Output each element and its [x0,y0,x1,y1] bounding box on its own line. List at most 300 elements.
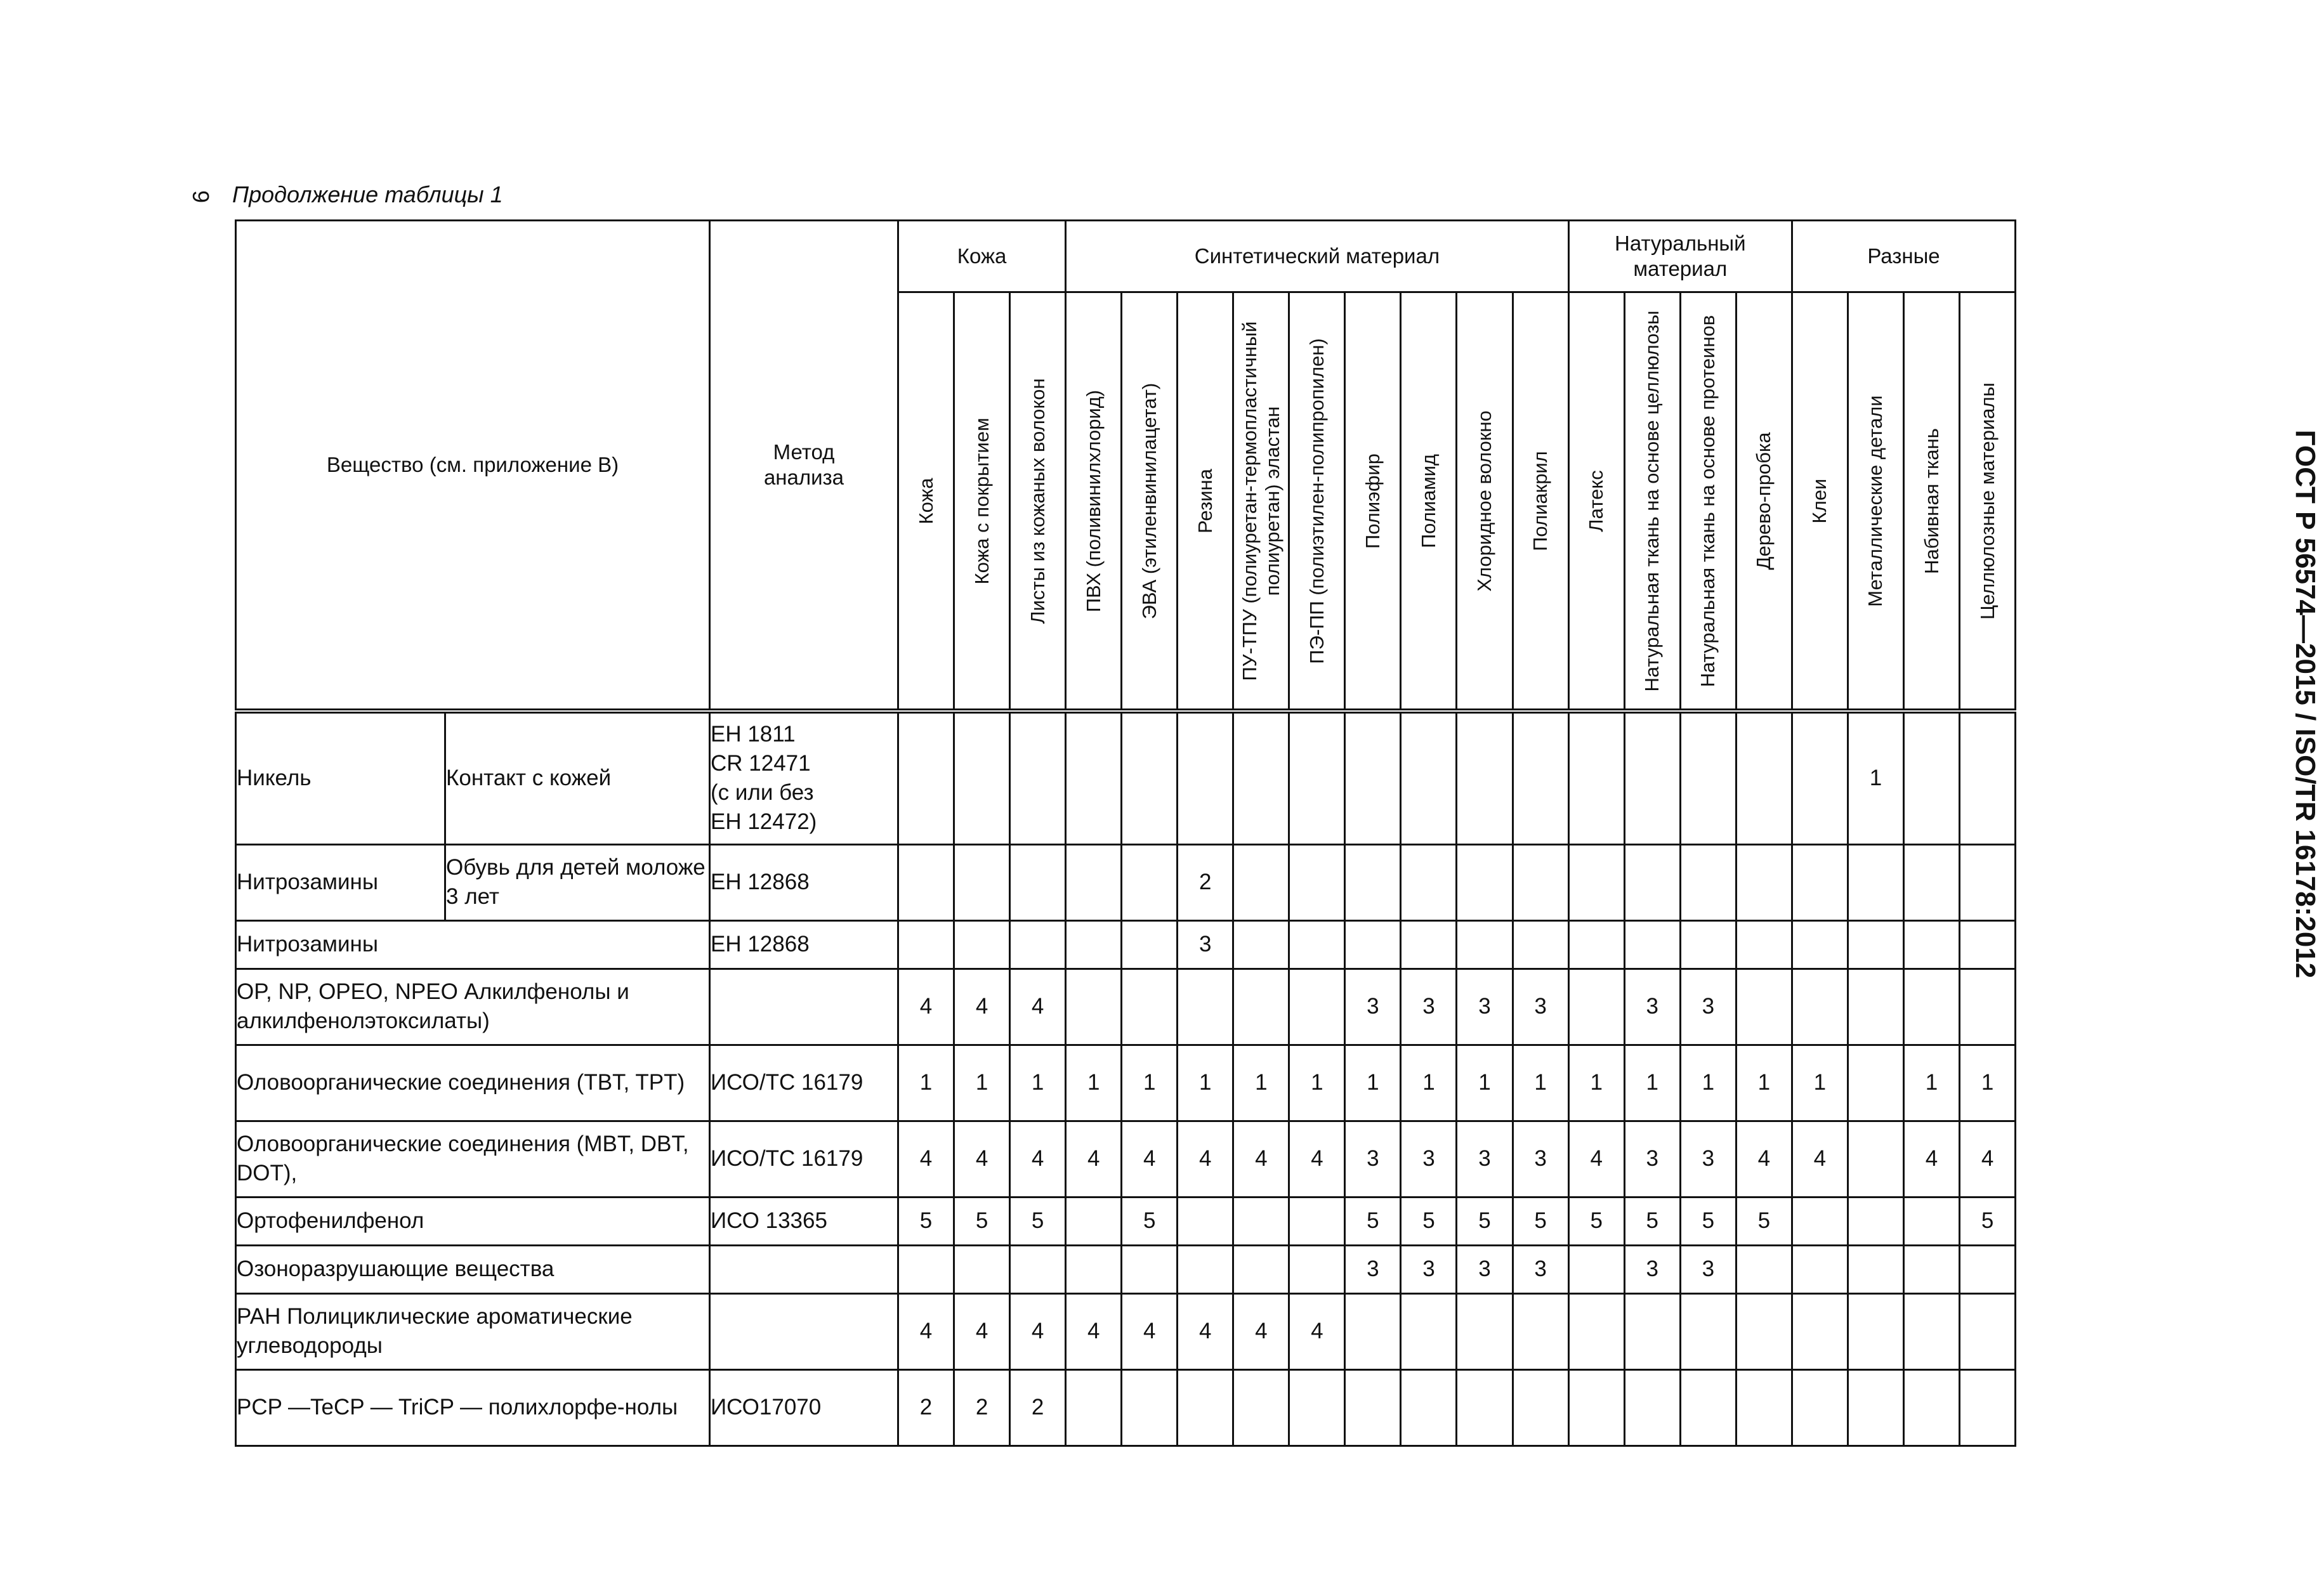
value-cell [1792,1245,1848,1293]
column-header [1960,292,2016,712]
column-header [1792,292,1848,712]
value-cell [1960,920,2016,969]
column-header-wrap [1402,293,1455,708]
column-header-label: Натуральная ткань на основе целлюлозы [1641,310,1664,691]
value-cell: 4 [1792,1121,1848,1197]
value-cell [1457,1293,1513,1369]
value-cell: 1 [898,1045,954,1121]
value-cell [954,711,1010,844]
value-cell [1066,1369,1122,1446]
value-cell [1903,1369,1959,1446]
value-cell: 4 [1122,1121,1178,1197]
column-header [1122,292,1178,712]
value-cell [1903,969,1959,1045]
column-header-wrap [1737,293,1791,708]
value-cell [1010,920,1066,969]
value-cell [1736,969,1792,1045]
value-cell: 5 [1122,1197,1178,1245]
value-cell [898,920,954,969]
value-cell [1960,844,2016,920]
value-cell [1792,711,1848,844]
value-cell: 3 [1680,969,1736,1045]
substance-cell: Ортофенилфенол [236,1197,710,1245]
value-cell: 3 [1513,969,1568,1045]
header-group-row [236,221,2016,292]
column-header [1066,292,1122,712]
value-cell [1066,920,1122,969]
value-cell: 3 [1345,1121,1401,1197]
value-cell: 1 [1010,1045,1066,1121]
column-header [1345,292,1401,712]
value-cell [1457,711,1513,844]
method-cell: ЕН 1811 CR 12471 (с или без ЕН 12472) [710,711,898,844]
value-cell [1289,1197,1345,1245]
value-cell [1903,1245,1959,1293]
substance-cell: Оловоорганические соединения (MBT, DBT, DOT), [236,1121,710,1197]
value-cell [1736,1369,1792,1446]
method-cell [710,1293,898,1369]
value-cell: 4 [1289,1293,1345,1369]
column-header-label: Полиакрил [1529,450,1552,551]
value-cell [1848,1369,1903,1446]
value-cell: 3 [1178,920,1233,969]
column-header-wrap [1234,293,1288,708]
column-header-wrap [1514,293,1568,708]
value-cell [1903,1293,1959,1369]
value-cell: 4 [954,1121,1010,1197]
value-cell [1960,711,2016,844]
value-cell: 1 [1345,1045,1401,1121]
value-cell [1513,711,1568,844]
column-header [1010,292,1066,712]
value-cell: 1 [1457,1045,1513,1121]
value-cell [1568,1293,1624,1369]
value-cell [1568,711,1624,844]
value-cell [1122,1369,1178,1446]
value-cell: 5 [1680,1197,1736,1245]
value-cell [1568,1245,1624,1293]
value-cell [954,1245,1010,1293]
value-cell [1792,1293,1848,1369]
column-header-wrap [1346,293,1400,708]
column-header-wrap [1570,293,1624,708]
value-cell: 1 [1792,1045,1848,1121]
value-cell [1010,844,1066,920]
value-cell [1233,1197,1289,1245]
value-cell: 1 [954,1045,1010,1121]
column-header-wrap [1905,293,1959,708]
column-header-label: Листы из кожаных волокон [1026,377,1049,624]
value-cell [1401,844,1457,920]
value-cell: 4 [1903,1121,1959,1197]
method-cell: ЕН 12868 [710,920,898,969]
value-cell: 1 [1568,1045,1624,1121]
value-cell: 5 [1568,1197,1624,1245]
value-cell [1513,844,1568,920]
value-cell: 1 [1624,1045,1680,1121]
header-group-natural-label: Натуральный материал [1614,232,1746,280]
value-cell [1010,711,1066,844]
header-group-synthetic: Синтетический материал [1066,221,1569,292]
substance-cell: Озоноразрушающие вещества [236,1245,710,1293]
column-header-label: Полиэфир [1361,453,1384,549]
value-cell: 1 [1289,1045,1345,1121]
value-cell [1736,920,1792,969]
value-cell [1122,844,1178,920]
table-row [236,1045,2016,1121]
value-cell: 1 [1736,1045,1792,1121]
value-cell [1345,920,1401,969]
column-header-wrap [1178,293,1232,708]
value-cell: 4 [898,1293,954,1369]
value-cell [1960,1293,2016,1369]
value-cell [1457,844,1513,920]
column-header [1233,292,1289,712]
value-cell [1848,844,1903,920]
value-cell: 3 [1513,1245,1568,1293]
value-cell: 5 [1457,1197,1513,1245]
value-cell [1960,1369,2016,1446]
column-header-wrap [1290,293,1344,708]
column-header-label: Металлические детали [1864,395,1887,607]
value-cell [1792,844,1848,920]
header-substance: Вещество (см. приложение В) [236,221,710,712]
value-cell [898,711,954,844]
value-cell: 3 [1401,1245,1457,1293]
value-cell [1736,1245,1792,1293]
value-cell [1903,844,1959,920]
column-header [1401,292,1457,712]
value-cell [1568,920,1624,969]
value-cell [1513,1293,1568,1369]
value-cell [1066,969,1122,1045]
value-cell: 3 [1624,969,1680,1045]
value-cell: 3 [1513,1121,1568,1197]
header-method [710,221,898,712]
table-row [236,1121,2016,1197]
value-cell [1680,711,1736,844]
value-cell [1122,1245,1178,1293]
method-cell: ИСО/ТС 16179 [710,1045,898,1121]
value-cell [1233,711,1289,844]
method-cell [710,1245,898,1293]
column-header-label: Кожа с покрытием [970,417,993,584]
value-cell [1289,1369,1345,1446]
column-header-label: Хлоридное волокно [1473,410,1495,592]
value-cell: 3 [1624,1245,1680,1293]
document-title: ГОСТ Р 56574—2015 / ISO/TR 16178:2012 [2290,429,2321,979]
table-caption: Продолжение таблицы 1 [232,181,503,207]
value-cell [898,844,954,920]
column-header-wrap [955,293,1009,708]
value-cell [1848,1293,1903,1369]
value-cell: 4 [1010,969,1066,1045]
value-cell: 4 [954,1293,1010,1369]
value-cell: 1 [1960,1045,2016,1121]
column-header-wrap [1849,293,1903,708]
value-cell: 5 [1624,1197,1680,1245]
column-header-wrap [1960,293,2014,708]
value-cell [1624,920,1680,969]
header-group-leather: Кожа [898,221,1066,292]
substance-cell: Нитрозамины [236,920,710,969]
value-cell: 3 [1680,1245,1736,1293]
value-cell [1178,969,1233,1045]
column-header [1903,292,1959,712]
value-cell [1066,1197,1122,1245]
value-cell [1345,711,1401,844]
value-cell: 3 [1457,1121,1513,1197]
header-group-natural [1568,221,1792,292]
value-cell [1680,920,1736,969]
value-cell [1345,844,1401,920]
value-cell [1289,711,1345,844]
table-row [236,969,2016,1045]
value-cell: 4 [1568,1121,1624,1197]
table-row [236,920,2016,969]
column-header-wrap [1011,293,1065,708]
value-cell: 4 [898,969,954,1045]
value-cell: 5 [1401,1197,1457,1245]
value-cell [1345,1369,1401,1446]
value-cell [954,920,1010,969]
value-cell: 1 [1401,1045,1457,1121]
column-header-wrap [1067,293,1120,708]
substance-cell: Нитрозамины [236,844,445,920]
column-header-wrap [1122,293,1176,708]
column-header-label: ПВХ (поливинилхлорид) [1082,389,1105,612]
value-cell [1178,711,1233,844]
value-cell [1401,711,1457,844]
column-header [1289,292,1345,712]
value-cell: 5 [954,1197,1010,1245]
value-cell [1401,1369,1457,1446]
value-cell [1736,844,1792,920]
condition-cell: Контакт с кожей [445,711,710,844]
value-cell [1903,711,1959,844]
value-cell [1848,969,1903,1045]
value-cell [1122,711,1178,844]
method-cell: ИСО 13365 [710,1197,898,1245]
column-header [1457,292,1513,712]
value-cell: 3 [1345,969,1401,1045]
value-cell [1792,1197,1848,1245]
value-cell [1960,1245,2016,1293]
table-row [236,1293,2016,1369]
value-cell [1289,1245,1345,1293]
value-cell: 5 [1960,1197,2016,1245]
condition-cell: Обувь для детей моложе 3 лет [445,844,710,920]
value-cell: 3 [1457,969,1513,1045]
value-cell [1848,1045,1903,1121]
value-cell [1513,920,1568,969]
column-header-wrap [1457,293,1511,708]
value-cell [1233,1369,1289,1446]
value-cell [1233,844,1289,920]
value-cell: 5 [1345,1197,1401,1245]
value-cell [1122,920,1178,969]
value-cell: 4 [1122,1293,1178,1369]
value-cell [1289,920,1345,969]
value-cell: 5 [1513,1197,1568,1245]
column-header [1736,292,1792,712]
column-header-label: ПЭ-ПП (полиэтилен-полипропилен) [1305,337,1328,664]
header-method-label: Метод анализа [763,440,844,489]
value-cell: 4 [1960,1121,2016,1197]
value-cell: 3 [1457,1245,1513,1293]
column-header-label: Латекс [1585,469,1608,532]
value-cell [1289,969,1345,1045]
value-cell [1960,969,2016,1045]
value-cell: 2 [1010,1369,1066,1446]
value-cell [1792,969,1848,1045]
column-header-label: Натуральная ткань на основе протеинов [1697,315,1719,687]
column-header-label: Клеи [1808,478,1831,523]
substance-cell: OP, NP, OPEO, NPEO Алкилфенолы и алкилфенолэтоксилаты) [236,969,710,1045]
value-cell [1624,1293,1680,1369]
value-cell: 4 [1066,1121,1122,1197]
value-cell: 4 [1178,1293,1233,1369]
value-cell [1792,1369,1848,1446]
value-cell [1401,920,1457,969]
value-cell [1010,1245,1066,1293]
value-cell [1568,1369,1624,1446]
value-cell [1903,920,1959,969]
value-cell: 1 [1848,711,1903,844]
column-header [1568,292,1624,712]
substance-cell: PAH Полициклические ароматические углеводороды [236,1293,710,1369]
value-cell [1178,1369,1233,1446]
value-cell [1680,1369,1736,1446]
value-cell: 4 [1066,1293,1122,1369]
value-cell: 4 [1736,1121,1792,1197]
value-cell: 4 [1289,1121,1345,1197]
value-cell [1066,844,1122,920]
value-cell: 3 [1624,1121,1680,1197]
value-cell [1903,1197,1959,1245]
method-cell: ЕН 12868 [710,844,898,920]
header-group-misc: Разные [1792,221,2015,292]
value-cell: 5 [1736,1197,1792,1245]
table-row [236,844,2016,920]
value-cell: 4 [1010,1293,1066,1369]
column-header [1848,292,1903,712]
value-cell: 1 [1513,1045,1568,1121]
value-cell: 3 [1680,1121,1736,1197]
column-header-label: Резина [1193,468,1216,533]
column-header [1680,292,1736,712]
column-header-wrap [1681,293,1735,708]
value-cell [1848,1197,1903,1245]
value-cell: 2 [954,1369,1010,1446]
method-cell: ИСО/ТС 16179 [710,1121,898,1197]
value-cell [1736,1293,1792,1369]
value-cell [1848,920,1903,969]
value-cell: 4 [1010,1121,1066,1197]
column-header [1178,292,1233,712]
column-header-wrap [1625,293,1679,708]
value-cell [1624,711,1680,844]
table-row [236,1369,2016,1446]
value-cell: 5 [898,1197,954,1245]
column-header [898,292,954,712]
value-cell: 5 [1010,1197,1066,1245]
column-header-wrap [899,293,953,708]
value-cell: 4 [954,969,1010,1045]
value-cell [1624,844,1680,920]
value-cell [1457,920,1513,969]
value-cell [1568,844,1624,920]
column-header-label: ЭВА (этиленвинилацетат) [1138,382,1160,619]
substance-cell: PCP —TeCP — TriCP — полихлорфе-нолы [236,1369,710,1446]
substance-cell: Оловоорганические соединения (TBT, TPT) [236,1045,710,1121]
column-header [954,292,1010,712]
value-cell [1848,1121,1903,1197]
value-cell: 4 [1233,1121,1289,1197]
value-cell [1568,969,1624,1045]
value-cell [1122,969,1178,1045]
page-number: 9 [188,190,214,204]
value-cell [1178,1245,1233,1293]
value-cell: 3 [1401,1121,1457,1197]
value-cell: 1 [1680,1045,1736,1121]
value-cell [1289,844,1345,920]
value-cell: 4 [1178,1121,1233,1197]
value-cell [1457,1369,1513,1446]
value-cell [1736,711,1792,844]
value-cell: 1 [1178,1045,1233,1121]
value-cell: 3 [1401,969,1457,1045]
value-cell: 2 [898,1369,954,1446]
value-cell: 1 [1903,1045,1959,1121]
table-row [236,711,2016,844]
value-cell [1178,1197,1233,1245]
value-cell [898,1245,954,1293]
value-cell [1233,969,1289,1045]
table-row [236,1245,2016,1293]
column-header [1513,292,1568,712]
value-cell [1680,844,1736,920]
value-cell [1848,1245,1903,1293]
method-cell [710,969,898,1045]
value-cell [1513,1369,1568,1446]
value-cell [1233,920,1289,969]
column-header-wrap [1793,293,1847,708]
value-cell [1233,1245,1289,1293]
column-header-label: Полиамид [1417,454,1440,548]
value-cell: 1 [1122,1045,1178,1121]
column-header-label: ПУ-ТПУ (полиуретан-термопластичный полиуретан) эластан [1238,321,1283,681]
value-cell: 4 [898,1121,954,1197]
substance-cell: Никель [236,711,445,844]
value-cell: 4 [1233,1293,1289,1369]
value-cell [1345,1293,1401,1369]
column-header-label: Целлюлозные материалы [1976,382,1999,620]
value-cell: 2 [1178,844,1233,920]
value-cell: 3 [1345,1245,1401,1293]
column-header-label: Кожа [914,478,937,524]
value-cell [954,844,1010,920]
column-header-label: Набивная ткань [1920,428,1943,574]
column-header [1624,292,1680,712]
method-cell: ИСО17070 [710,1369,898,1446]
value-cell [1066,711,1122,844]
value-cell: 1 [1066,1045,1122,1121]
table-row [236,1197,2016,1245]
value-cell: 1 [1233,1045,1289,1121]
value-cell [1624,1369,1680,1446]
value-cell [1066,1245,1122,1293]
